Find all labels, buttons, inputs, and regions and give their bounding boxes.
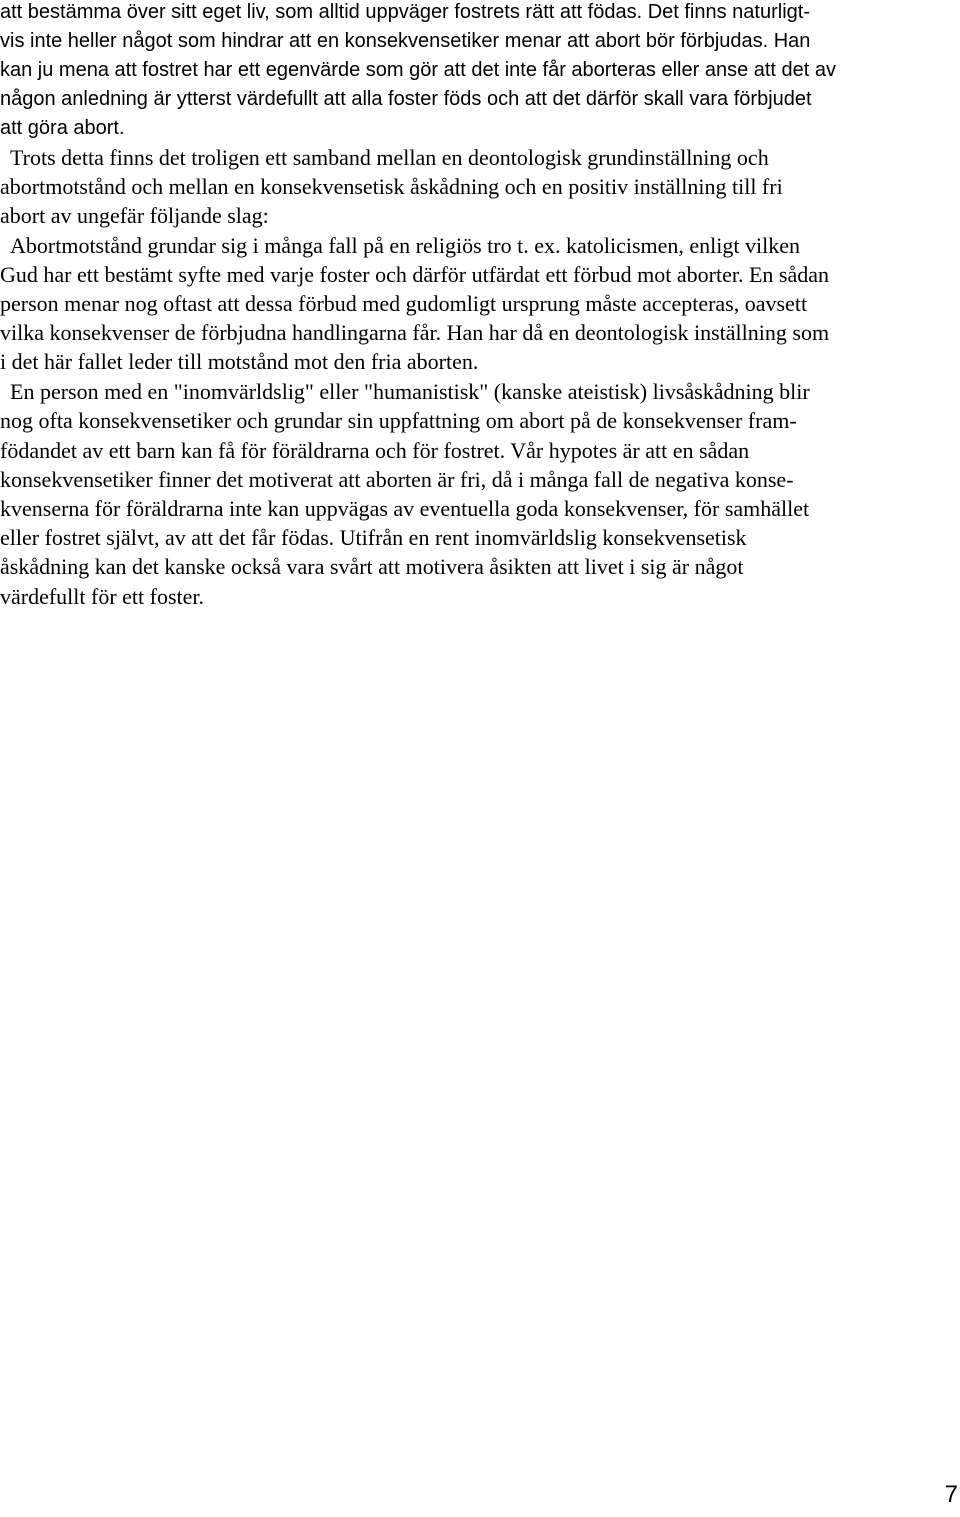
paragraph-4-line: En person med en "inomvärldslig" eller "humanistisk" (kanske ateistisk) livsåskådning blir [10,379,810,404]
paragraph-3-line: person menar nog oftast att dessa förbud med gudomligt ursprung måste accepteras, oavsett [0,291,808,316]
paragraph-2-line: abortmotstånd och mellan en konsekvensetisk åskådning och en positiv inställning till fri [0,174,783,199]
paragraph-2-line: abort av ungefär följande slag: [0,203,269,228]
paragraph-1-line: kan ju mena att fostret har ett egenvärde som gör att det inte får aborteras eller anse att det av [0,59,837,81]
paragraph-3-line: vilka konsekvenser de förbjudna handlingarna får. Han har då en deontologisk inställning som [0,320,830,345]
paragraph-1-line: vis inte heller något som hindrar att en konsekvensetiker menar att abort bör förbjudas. Han [0,30,811,52]
paragraph-4-line: eller fostret självt, av att det får födas. Utifrån en rent inomvärldslig konsekvensetisk [0,525,747,550]
paragraph-1-line: någon anledning är ytterst värdefullt att alla foster föds och att det därför skall vara förbjudet [0,88,812,110]
paragraph-1-line: att bestämma över sitt eget liv, som alltid uppväger fostrets rätt att födas. Det finns naturligt- [0,1,810,23]
paragraph-3-line: Abortmotstånd grundar sig i många fall på en religiös tro t. ex. katolicismen, enligt vilken [10,233,800,258]
paragraph-4-line: åskådning kan det kanske också vara svårt att motivera åsikten att livet i sig är något [0,554,744,579]
paragraph-4-line: kvenserna för föräldrarna inte kan uppvägas av eventuella goda konsekvenser, för samhället [0,496,810,521]
paragraph-1-line: att göra abort. [0,117,125,139]
page-number: 7 [944,1481,958,1508]
paragraph-3-line: i det här fallet leder till motstånd mot den fria aborten. [0,349,479,374]
paragraph-4-line: konsekvensetiker finner det motiverat att aborten är fri, då i många fall de negativa konse- [0,467,794,492]
paragraph-2-line: Trots detta finns det troligen ett samband mellan en deontologisk grundinställning och [10,145,769,170]
paragraph-4-line: nog ofta konsekvensetiker och grundar sin uppfattning om abort på de konsekvenser fram- [0,408,797,433]
paragraph-4-line: värdefullt för ett foster. [0,584,205,609]
paragraph-4-line: födandet av ett barn kan få för föräldrarna och för fostret. Vår hypotes är att en sådan [0,438,750,463]
paragraph-3-line: Gud har ett bestämt syfte med varje foster och därför utfärdat ett förbud mot aborter. En sådan [0,262,829,287]
